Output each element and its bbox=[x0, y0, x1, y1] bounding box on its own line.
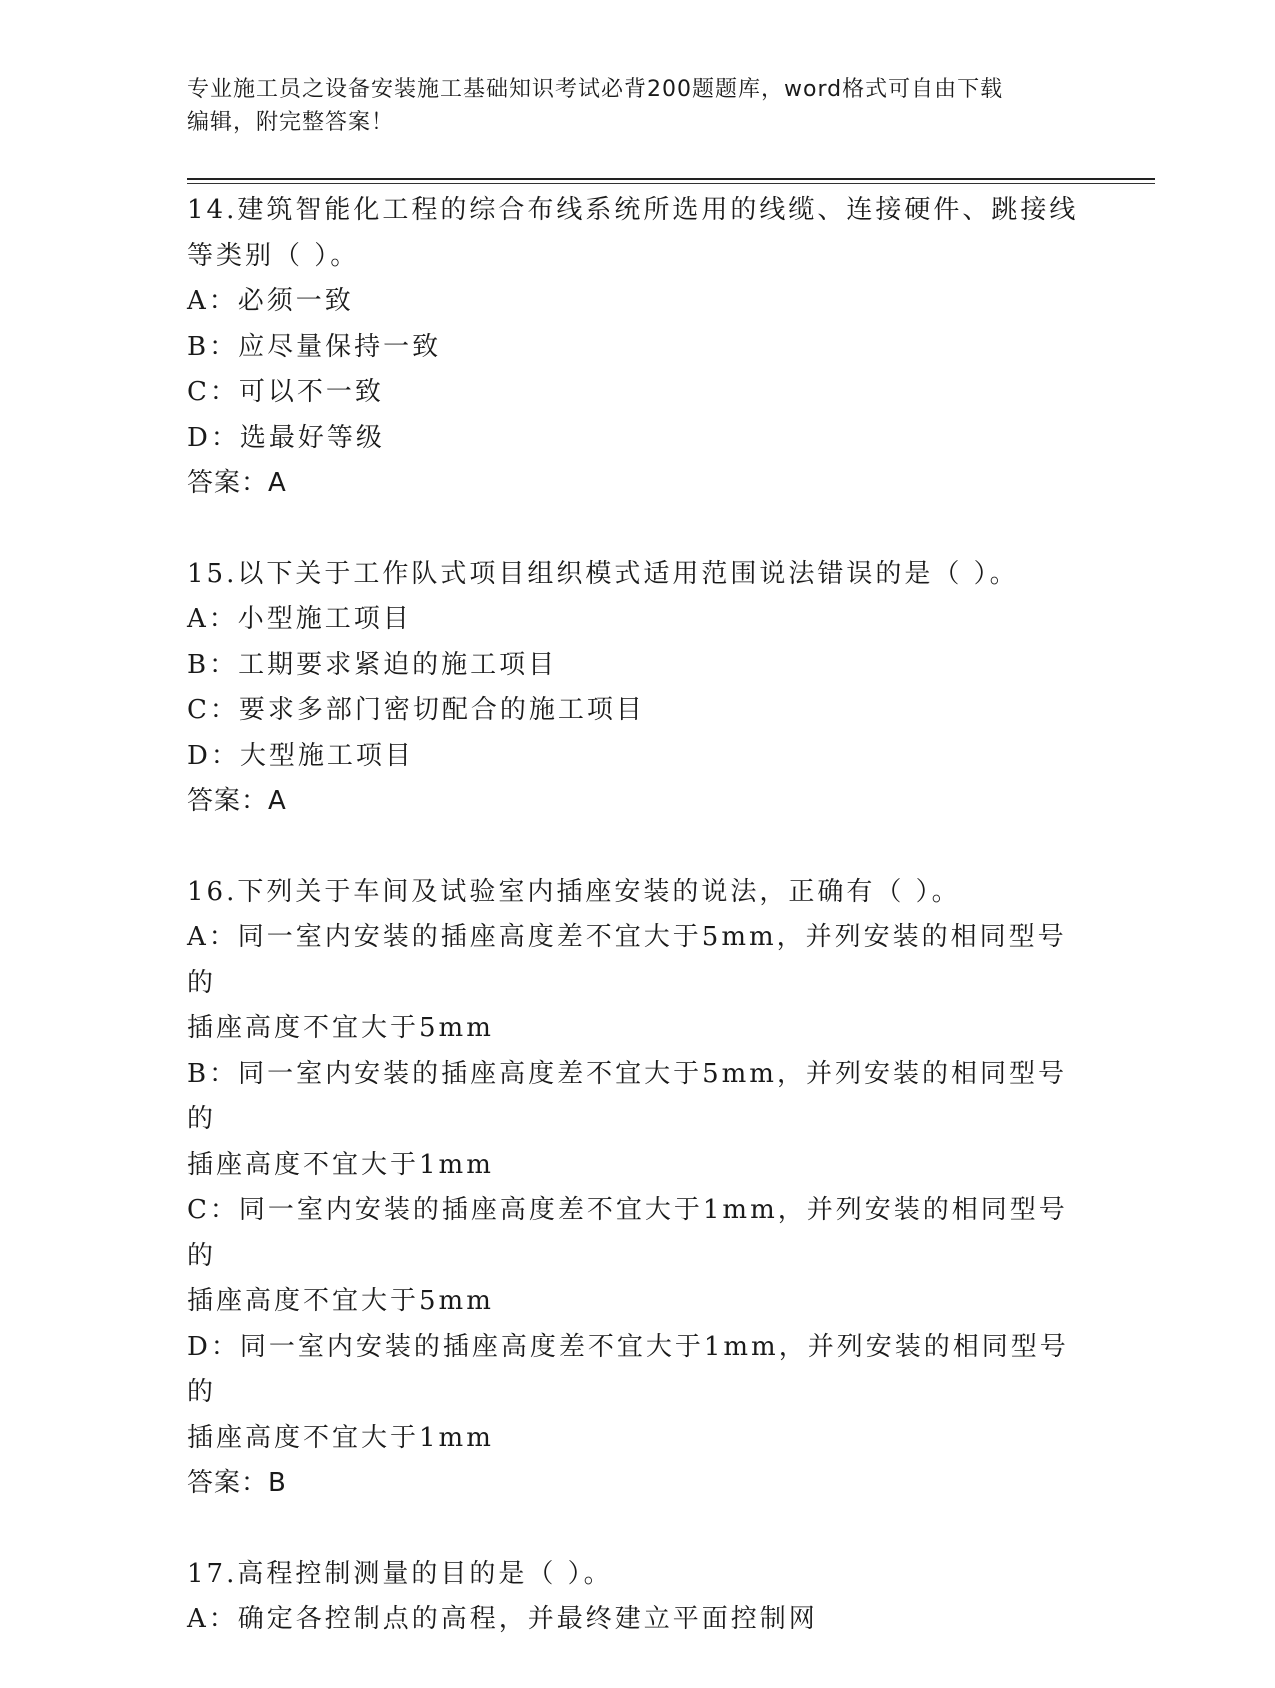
header-rule bbox=[187, 178, 1155, 180]
answer-value: A bbox=[268, 786, 287, 816]
option-d: D：选最好等级 bbox=[187, 422, 385, 453]
answer bbox=[187, 461, 1087, 507]
option-c: C：同一室内安装的插座高度差不宜大于1mm，并列安装的相同型号的 bbox=[187, 1195, 1068, 1271]
document-header bbox=[187, 73, 1087, 139]
option-a-continued: 插座高度不宜大于5mm bbox=[187, 1013, 494, 1043]
option-a: A：同一室内安装的插座高度差不宜大于5mm，并列安装的相同型号的 bbox=[187, 922, 1067, 998]
answer-label: 答案： bbox=[187, 468, 269, 498]
option-c: C：要求多部门密切配合的施工项目 bbox=[187, 695, 645, 725]
question-text: 14.建筑智能化工程的综合布线系统所选用的线缆、连接硬件、跳接线 bbox=[187, 195, 1079, 225]
header-rule-thin bbox=[187, 183, 1155, 184]
question-list bbox=[187, 188, 1087, 1688]
answer bbox=[187, 779, 1087, 825]
header-line-1: 专业施工员之设备安装施工基础知识考试必背200题题库，word格式可自由下载 bbox=[187, 77, 1004, 102]
question-17 bbox=[187, 1552, 1087, 1643]
answer bbox=[187, 1461, 1087, 1507]
question-text-continued: 等类别（ ）。 bbox=[187, 240, 360, 271]
question-text: 16.下列关于车间及试验室内插座安装的说法，正确有（ ）。 bbox=[187, 876, 961, 907]
answer-label: 答案： bbox=[187, 1468, 269, 1498]
option-b: B：应尽量保持一致 bbox=[187, 331, 442, 362]
option-c-continued: 插座高度不宜大于5mm bbox=[187, 1286, 494, 1316]
option-b-continued: 插座高度不宜大于1mm bbox=[187, 1149, 494, 1180]
option-d: D：同一室内安装的插座高度差不宜大于1mm，并列安装的相同型号的 bbox=[187, 1331, 1069, 1407]
option-d: D：大型施工项目 bbox=[187, 740, 414, 771]
question-text: 15.以下关于工作队式项目组织模式适用范围说法错误的是（ ）。 bbox=[187, 558, 1019, 589]
option-c: C：可以不一致 bbox=[187, 377, 384, 407]
option-d-continued: 插座高度不宜大于1mm bbox=[187, 1422, 494, 1453]
option-a: A：确定各控制点的高程，并最终建立平面控制网 bbox=[187, 1604, 818, 1634]
option-b: B：同一室内安装的插座高度差不宜大于5mm，并列安装的相同型号的 bbox=[187, 1058, 1067, 1134]
question-14 bbox=[187, 188, 1087, 507]
option-a: A：小型施工项目 bbox=[187, 604, 412, 634]
answer-label: 答案： bbox=[187, 786, 269, 816]
question-text: 17.高程控制测量的目的是（ ）。 bbox=[187, 1558, 613, 1589]
answer-value: A bbox=[268, 468, 287, 498]
question-16 bbox=[187, 870, 1087, 1507]
option-a: A：必须一致 bbox=[187, 286, 354, 316]
option-b: B：工期要求紧迫的施工项目 bbox=[187, 649, 558, 680]
answer-value: B bbox=[268, 1468, 287, 1498]
question-15 bbox=[187, 552, 1087, 825]
header-line-2: 编辑，附完整答案！ bbox=[187, 110, 395, 135]
